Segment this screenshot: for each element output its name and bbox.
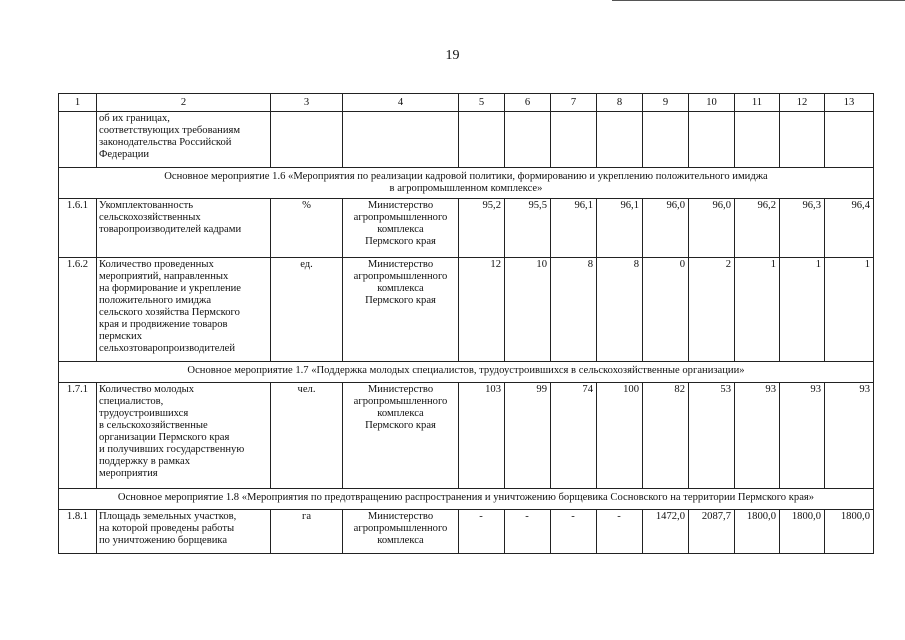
header-cell: 5 bbox=[459, 94, 505, 112]
unit-cell: % bbox=[271, 199, 343, 258]
header-cell: 9 bbox=[643, 94, 689, 112]
indicator-name: об их границах, соответствующих требованиям законодательства Российской Федерации bbox=[97, 112, 271, 168]
indicator-name: Площадь земельных участков, на которой проведены работы по уничтожению борщевика bbox=[97, 510, 271, 554]
value-cell: 96,4 bbox=[825, 199, 874, 258]
section-row bbox=[59, 362, 874, 383]
value-cell: 96,3 bbox=[780, 199, 825, 258]
row-code: 1.7.1 bbox=[59, 383, 97, 489]
indicator-name: Количество проведенных мероприятий, направленных на формирование и укрепление положительного имиджа сельского хозяйства Пермского края и продвижение товаров пермских сельхозтоваропроизводителей bbox=[97, 258, 271, 362]
unit-cell: га bbox=[271, 510, 343, 554]
indicator-name: Количество молодых специалистов, трудоустроившихся в сельскохозяйственные организации Пермского края и получивших государственную поддержку в рамках мероприятия bbox=[97, 383, 271, 489]
value-cell: - bbox=[505, 510, 551, 554]
unit-cell bbox=[271, 112, 343, 168]
value-cell: 82 bbox=[643, 383, 689, 489]
value-cell: 8 bbox=[597, 258, 643, 362]
unit-cell: ед. bbox=[271, 258, 343, 362]
executor-cell: Министерство агропромышленного комплекса bbox=[343, 510, 459, 554]
table-body bbox=[59, 94, 874, 554]
value-cell: 95,5 bbox=[505, 199, 551, 258]
value-cell bbox=[689, 112, 735, 168]
value-cell bbox=[459, 112, 505, 168]
value-cell bbox=[551, 112, 597, 168]
table-row bbox=[59, 199, 874, 258]
value-cell: 0 bbox=[643, 258, 689, 362]
value-cell bbox=[505, 112, 551, 168]
value-cell: 96,1 bbox=[597, 199, 643, 258]
value-cell: 93 bbox=[825, 383, 874, 489]
value-cell: 2 bbox=[689, 258, 735, 362]
indicator-name: Укомплектованность сельскохозяйственных товаропроизводителей кадрами bbox=[97, 199, 271, 258]
unit-cell: чел. bbox=[271, 383, 343, 489]
header-cell: 3 bbox=[271, 94, 343, 112]
value-cell: 2087,7 bbox=[689, 510, 735, 554]
value-cell: 103 bbox=[459, 383, 505, 489]
header-cell: 11 bbox=[735, 94, 780, 112]
table-row bbox=[59, 383, 874, 489]
value-cell: - bbox=[459, 510, 505, 554]
value-cell: 53 bbox=[689, 383, 735, 489]
value-cell: 96,0 bbox=[689, 199, 735, 258]
value-cell: 1 bbox=[780, 258, 825, 362]
value-cell bbox=[780, 112, 825, 168]
header-cell: 4 bbox=[343, 94, 459, 112]
value-cell bbox=[643, 112, 689, 168]
header-cell: 12 bbox=[780, 94, 825, 112]
top-edge-line bbox=[612, 0, 905, 1]
value-cell: 93 bbox=[780, 383, 825, 489]
header-cell: 10 bbox=[689, 94, 735, 112]
section-title: Основное мероприятие 1.6 «Мероприятия по реализации кадровой политики, формированию и укреплению положительного имиджа в агропромышленном комплексе» bbox=[59, 168, 874, 199]
row-code: 1.6.2 bbox=[59, 258, 97, 362]
header-cell: 7 bbox=[551, 94, 597, 112]
value-cell: 95,2 bbox=[459, 199, 505, 258]
header-cell: 13 bbox=[825, 94, 874, 112]
value-cell bbox=[825, 112, 874, 168]
table-row bbox=[59, 112, 874, 168]
executor-cell: Министерство агропромышленного комплекса Пермского края bbox=[343, 199, 459, 258]
value-cell: 96,1 bbox=[551, 199, 597, 258]
value-cell: 10 bbox=[505, 258, 551, 362]
value-cell: 1 bbox=[825, 258, 874, 362]
table-row bbox=[59, 510, 874, 554]
row-code: 1.8.1 bbox=[59, 510, 97, 554]
value-cell: 100 bbox=[597, 383, 643, 489]
value-cell bbox=[735, 112, 780, 168]
value-cell: 74 bbox=[551, 383, 597, 489]
value-cell: - bbox=[597, 510, 643, 554]
value-cell: 1800,0 bbox=[735, 510, 780, 554]
header-cell: 1 bbox=[59, 94, 97, 112]
executor-cell: Министерство агропромышленного комплекса Пермского края bbox=[343, 383, 459, 489]
value-cell: - bbox=[551, 510, 597, 554]
executor-cell: Министерство агропромышленного комплекса Пермского края bbox=[343, 258, 459, 362]
value-cell: 8 bbox=[551, 258, 597, 362]
indicators-table bbox=[58, 93, 874, 554]
table-row bbox=[59, 258, 874, 362]
value-cell bbox=[597, 112, 643, 168]
value-cell: 1800,0 bbox=[780, 510, 825, 554]
section-row bbox=[59, 489, 874, 510]
value-cell: 1472,0 bbox=[643, 510, 689, 554]
section-row bbox=[59, 168, 874, 199]
value-cell: 1 bbox=[735, 258, 780, 362]
value-cell: 12 bbox=[459, 258, 505, 362]
header-cell: 6 bbox=[505, 94, 551, 112]
row-code bbox=[59, 112, 97, 168]
header-row bbox=[59, 94, 874, 112]
header-cell: 8 bbox=[597, 94, 643, 112]
executor-cell bbox=[343, 112, 459, 168]
value-cell: 99 bbox=[505, 383, 551, 489]
value-cell: 96,0 bbox=[643, 199, 689, 258]
header-cell: 2 bbox=[97, 94, 271, 112]
value-cell: 93 bbox=[735, 383, 780, 489]
section-title: Основное мероприятие 1.7 «Поддержка молодых специалистов, трудоустроившихся в сельскохозяйственные организации» bbox=[59, 362, 874, 383]
section-title: Основное мероприятие 1.8 «Мероприятия по предотвращению распространения и уничтожению борщевика Сосновского на территории Пермского края» bbox=[59, 489, 874, 510]
value-cell: 1800,0 bbox=[825, 510, 874, 554]
page-number: 19 bbox=[445, 48, 460, 63]
row-code: 1.6.1 bbox=[59, 199, 97, 258]
value-cell: 96,2 bbox=[735, 199, 780, 258]
